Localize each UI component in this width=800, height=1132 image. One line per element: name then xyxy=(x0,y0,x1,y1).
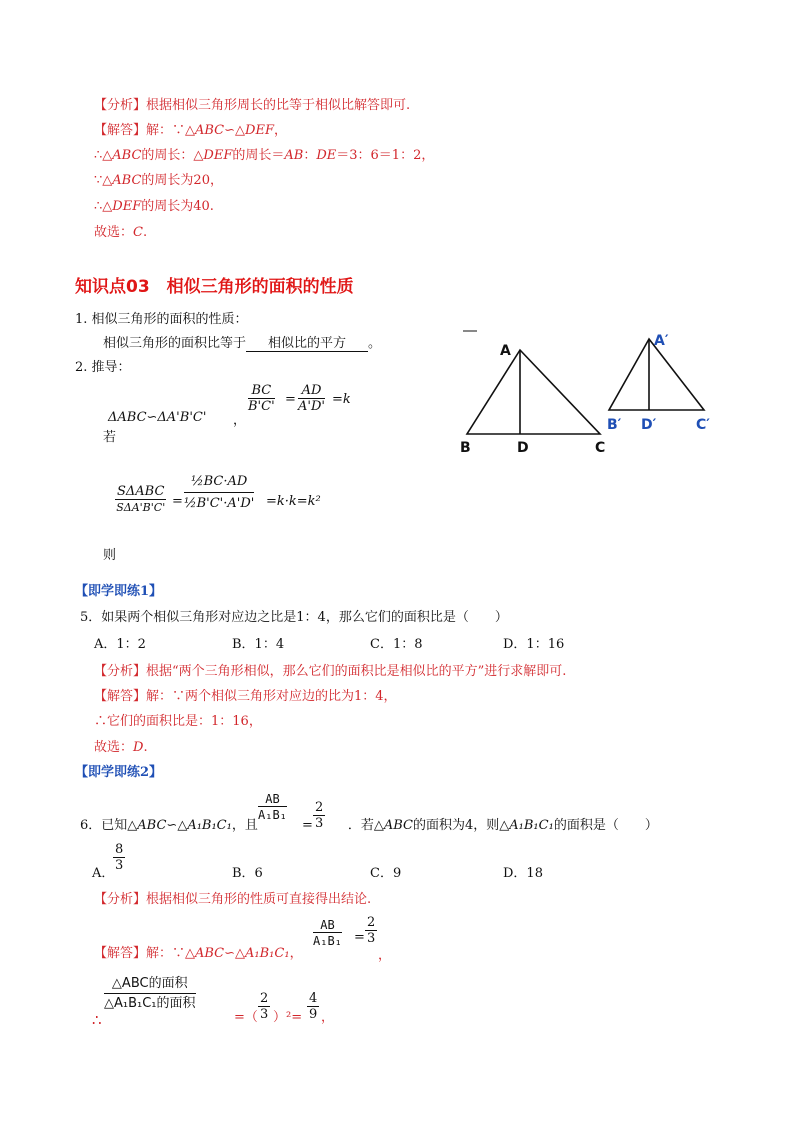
triangle-a1b1c1 xyxy=(609,339,704,410)
area-eq-open: =（ xyxy=(234,1010,258,1025)
option-a[interactable]: A．1：2 xyxy=(94,637,146,652)
label-D: D xyxy=(517,440,529,456)
practice-1-question: 5．如果两个相似三角形对应边之比是1：4，那么它们的面积比是（ ） xyxy=(80,610,508,625)
practice-1-conclusion: ∴它们的面积比是：1：16， xyxy=(94,714,262,729)
label-C: C xyxy=(595,440,606,456)
analysis-line-1: 【分析】根据相似三角形周长的比等于相似比解答即可. xyxy=(94,98,411,113)
option-c[interactable]: C．1：8 xyxy=(370,637,423,652)
equals-sign-2: = xyxy=(172,494,183,509)
area-result: $\frac{4}{9}$ xyxy=(309,991,318,1022)
practice-1-analysis: 【分析】根据“两个三角形相似，那么它们的面积比是相似比的平方”进行求解即可. xyxy=(94,664,567,679)
area-ratio-fraction: △ABC的面积 △A₁B₁C₁的面积 xyxy=(104,976,196,1011)
question-ratio-value: $\frac{2}{3}$ xyxy=(315,800,324,831)
label-B: B xyxy=(460,440,471,456)
option-c-2[interactable]: C．9 xyxy=(370,866,402,881)
ratio-k: =k xyxy=(332,392,351,407)
area-base: $\frac{2}{3}$ xyxy=(260,991,269,1022)
option-a-2-value: $\frac{8}{3}$ xyxy=(115,842,124,873)
label-B-prime: B′ xyxy=(607,417,622,433)
practice-2-heading: 【即学即练2】 xyxy=(75,765,163,780)
section-title: 知识点03 相似三角形的面积的性质 xyxy=(75,277,354,297)
practice-2-question: 6．已知△ABC∽△A₁B₁C₁，且 ．若△ABC的面积为4，则△A₁B₁C₁的面积是（ ） xyxy=(80,818,658,833)
answer-line-2: ∴△ABC的周长：△DEF的周长＝AB：DE＝3：6＝1：2， xyxy=(94,148,435,163)
comma: ， xyxy=(233,413,247,428)
option-d[interactable]: D．1：16 xyxy=(503,637,565,652)
practice-2-analysis: 【分析】根据相似三角形的性质可直接得出结论. xyxy=(94,892,372,907)
item-2: 2. 推导： xyxy=(75,360,131,375)
label-D-prime: D′ xyxy=(641,417,657,433)
answer-ratio-value: $\frac{2}{3}$ xyxy=(367,915,376,946)
area-big-fraction: $\frac{\text{½BC·AD}}{\text{½B'C'·A'D'}}$ xyxy=(184,474,255,511)
practice-1-choice: 故选：D. xyxy=(94,740,148,755)
answer-line-4: ∴△DEF的周长为40. xyxy=(94,199,214,214)
area-end: ， xyxy=(321,1010,335,1025)
area-power: ）²= xyxy=(273,1010,303,1025)
equals-sign: = xyxy=(285,392,296,407)
label-A: A xyxy=(500,343,511,359)
option-b-2[interactable]: B．6 xyxy=(232,866,263,881)
question-ratio: $\frac{AB}{\text{A₁B₁}}$ xyxy=(258,792,287,822)
answer-line-3: ∵△ABC的周长为20， xyxy=(94,173,223,188)
if-word: 若 xyxy=(103,430,117,445)
practice-1-heading: 【即学即练1】 xyxy=(75,584,163,599)
option-b[interactable]: B．1：4 xyxy=(232,637,285,652)
fill-blank: 相似比的平方 xyxy=(246,337,368,352)
then-word: 则 xyxy=(103,548,117,563)
therefore-sign: ∴ xyxy=(92,1011,102,1029)
practice-2-answer: 【解答】解：∵△ABC∽△A₁B₁C₁， xyxy=(94,946,303,961)
area-result: =k·k=k² xyxy=(266,494,321,509)
answer-ratio-end: ， xyxy=(378,948,392,963)
choice-line-1: 故选：C. xyxy=(94,225,148,240)
triangle-similarity-expr: ΔABC∽ΔA'B'C' xyxy=(108,410,207,425)
answer-ratio-eq: = xyxy=(354,930,365,945)
ratio-bc: $\frac{BC}{B'C'}$ xyxy=(248,383,275,414)
label-C-prime: C′ xyxy=(696,417,710,433)
item-1-text: 相似三角形的面积比等于 相似比的平方 。 xyxy=(103,336,382,351)
area-ratio-s: SΔABC SΔA'B'C' xyxy=(116,484,166,514)
triangle-abc xyxy=(467,350,600,434)
question-ratio-eq: = xyxy=(302,818,313,833)
answer-line-1: 【解答】解：∵△ABC∽△DEF， xyxy=(94,123,287,138)
practice-1-answer: 【解答】解：∵两个相似三角形对应边的比为1：4， xyxy=(94,689,397,704)
similar-triangles-figure xyxy=(455,328,725,458)
item-1: 1. 相似三角形的面积的性质： xyxy=(75,312,248,327)
answer-ratio: $\frac{AB}{\text{A₁B₁}}$ xyxy=(313,918,342,948)
label-A-prime: A′ xyxy=(654,333,669,349)
option-d-2[interactable]: D．18 xyxy=(503,866,543,881)
ratio-ad: $\frac{AD}{A'D'}$ xyxy=(298,383,325,414)
option-a-2[interactable]: A． xyxy=(92,866,115,881)
